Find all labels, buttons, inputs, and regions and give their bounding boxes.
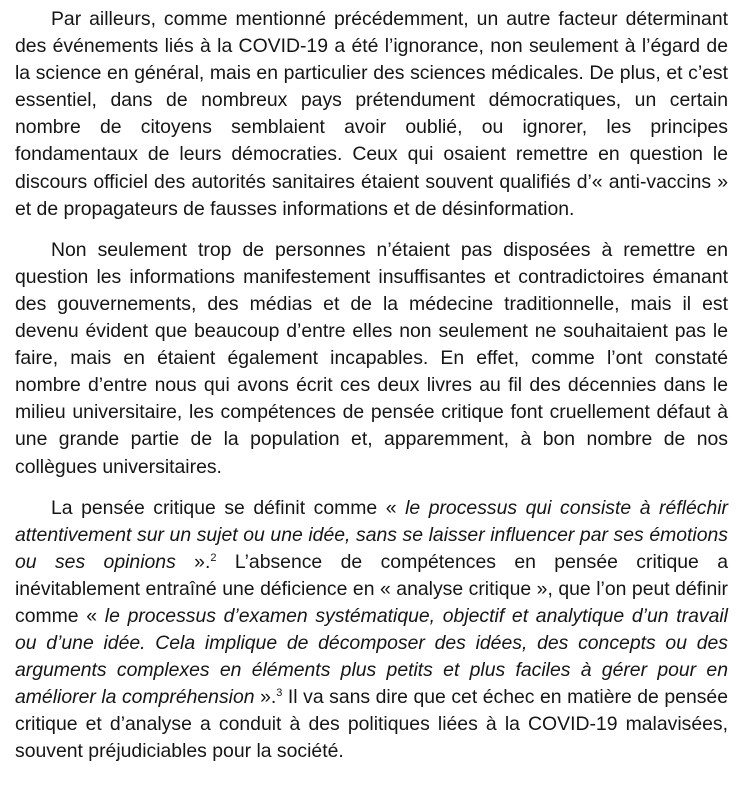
paragraph-text: ». [175, 550, 211, 573]
paragraph-text: L’absence de compétences en pensée critique a inévitablement entraîné une déficience en « analyse critique », que l’on peut définir comme « [15, 550, 729, 627]
critical-analysis-definition: le processus d’examen systématique, objectif et analytique d’un travail ou d’une idée. Cela implique de décomposer des idées, des concepts ou des arguments complexes en éléments plus petits et plus faciles à gérer pour en améliorer la compréhension [15, 604, 728, 709]
footnote-2-marker: 2 [210, 551, 217, 564]
paragraph-1 [15, 6, 728, 223]
paragraph-text: Il va sans dire que cet échec en matière de pensée critique et d’analyse a conduit à des politiques liées à la COVID-19 malavisées, souvent préjudiciables pour la société. [15, 686, 728, 763]
paragraph-text: La pensée critique se définit comme « [51, 496, 406, 519]
paragraph-3 [15, 495, 728, 766]
document-page [15, 6, 728, 766]
paragraph-text: ». [254, 686, 277, 709]
paragraph-text: Par ailleurs, comme mentionné précédemment, un autre facteur déterminant des événements liés à la COVID-19 a été l’ignorance, non seulement à l’égard de la science en général, mais en particulier des sciences médicales. De plus, et c’est essentiel, dans de nombreux pays prétendument démocratiques, un certain nombre de citoyens semblaient avoir oublié, ou ignorer, les principes fondamentaux de leurs démocraties. Ceux qui osaient remettre en question le discours officiel des autorités sanitaires étaient souvent qualifiés d’« anti-vaccins » et de propagateurs de fausses informations et de désinformation. [15, 8, 728, 220]
footnote-3-marker: 3 [276, 687, 283, 700]
critical-thinking-definition: le processus qui consiste à réfléchir attentivement sur un sujet ou une idée, sans se laisser influencer par ses émotions ou ses opinions [15, 496, 728, 573]
paragraph-2 [15, 237, 728, 481]
paragraph-text: Non seulement trop de personnes n’étaient pas disposées à remettre en question les informations manifestement insuffisantes et contradictoires émanant des gouvernements, des médias et de la médecine traditionnelle, mais il est devenu évident que beaucoup d’entre elles non seulement ne souhaitaient pas le faire, mais en étaient également incapables. En effet, comme l’ont constaté nombre d’entre nous qui avons écrit ces deux livres au fil des décennies dans le milieu universitaire, les compétences de pensée critique font cruellement défaut à une grande partie de la population et, apparemment, à bon nombre de nos collègues universitaires. [15, 238, 728, 478]
